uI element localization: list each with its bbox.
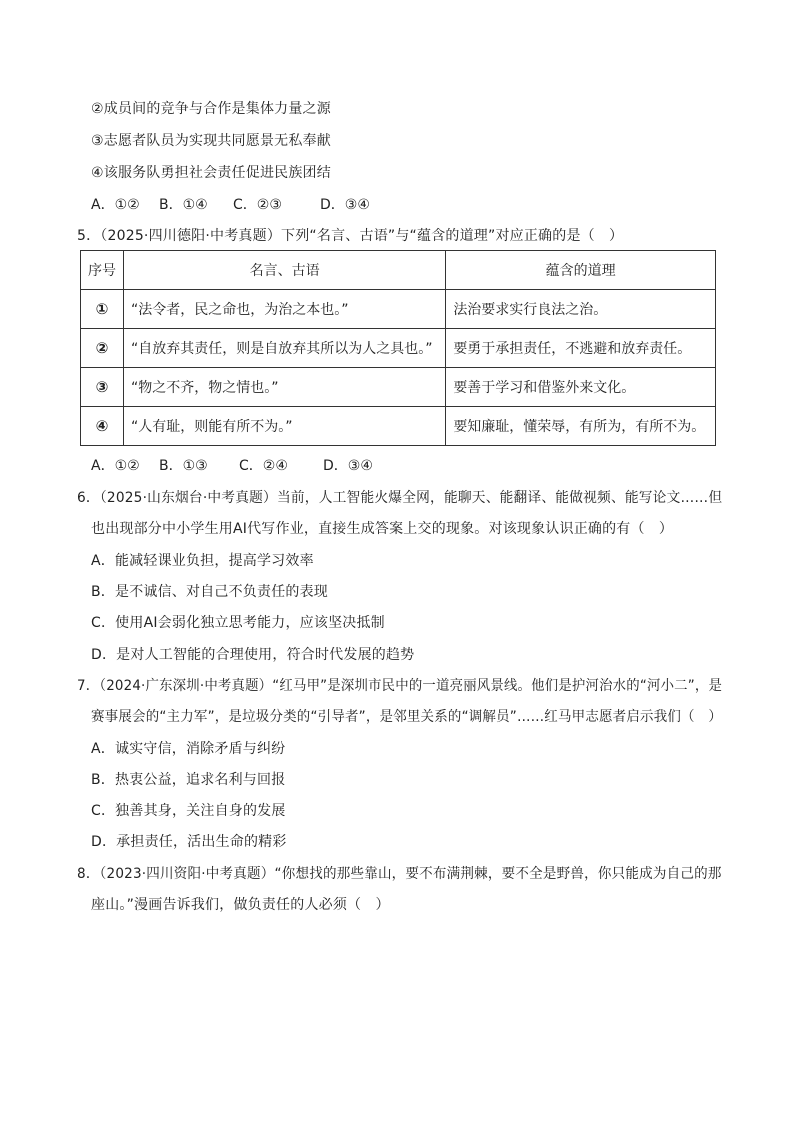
q7-stem-line2: 赛事展会的“主力军”，是垃圾分类的“引导者”，是邻里关系的“调解员”……红马甲志愿者启示我们（ ） — [91, 709, 723, 725]
meaning-cell: 要善于学习和借鉴外来文化。 — [446, 368, 716, 407]
quote-cell: “法令者，民之命也，为治之本也。” — [124, 290, 446, 329]
table-header: 序号 — [81, 251, 124, 290]
q6-option-d[interactable]: D．是对人工智能的合理使用，符合时代发展的趋势 — [91, 647, 415, 663]
q6-option-c[interactable]: C．使用AI会弱化独立思考能力，应该坚决抵制 — [91, 615, 385, 631]
q7-stem-line1: 7．（2024·广东深圳·中考真题）“红马甲”是深圳市民中的一道亮丽风景线。他们是护河治水的“河小二”，是 — [77, 678, 723, 694]
q5-option-c[interactable]: C．②④ — [239, 458, 288, 474]
row-number: ④ — [81, 407, 124, 446]
q5-stem: 5．（2025·四川德阳·中考真题）下列“名言、古语”与“蕴含的道理”对应正确的是（ ） — [77, 228, 624, 244]
statement-3: ③志愿者队员为实现共同愿景无私奉献 — [91, 133, 331, 149]
table-row — [81, 290, 716, 329]
statement-4: ④该服务队勇担社会责任促进民族团结 — [91, 165, 331, 181]
table-row — [81, 407, 716, 446]
quote-cell: “物之不齐，物之情也。” — [124, 368, 446, 407]
q4-option-d[interactable]: D．③④ — [320, 197, 370, 213]
table-row — [81, 368, 716, 407]
q6-option-b[interactable]: B．是不诚信、对自己不负责任的表现 — [91, 584, 329, 600]
table-row — [81, 329, 716, 368]
table-header: 蕴含的道理 — [446, 251, 716, 290]
q5-option-a[interactable]: A．①② — [91, 458, 140, 474]
q6-option-a[interactable]: A．能减轻课业负担，提高学习效率 — [91, 553, 314, 569]
q5-table — [80, 250, 716, 446]
q6-stem-line1: 6．（2025·山东烟台·中考真题）当前，人工智能火爆全网，能聊天、能翻译、能做视频、能写论文……但 — [77, 490, 723, 506]
quote-cell: “人有耻，则能有所不为。” — [124, 407, 446, 446]
q7-option-d[interactable]: D．承担责任，活出生命的精彩 — [91, 834, 287, 850]
table-header-row — [81, 251, 716, 290]
statement-2: ②成员间的竞争与合作是集体力量之源 — [91, 101, 331, 117]
q7-option-a[interactable]: A．诚实守信，消除矛盾与纠纷 — [91, 741, 286, 757]
row-number: ③ — [81, 368, 124, 407]
q4-option-c[interactable]: C．②③ — [233, 197, 282, 213]
meaning-cell: 要勇于承担责任，不逃避和放弃责任。 — [446, 329, 716, 368]
q7-option-c[interactable]: C．独善其身，关注自身的发展 — [91, 803, 286, 819]
q6-stem-line2: 也出现部分中小学生用AI代写作业，直接生成答案上交的现象。对该现象认识正确的有（ ） — [91, 521, 674, 537]
quote-cell: “自放弃其责任，则是自放弃其所以为人之具也。” — [124, 329, 446, 368]
row-number: ② — [81, 329, 124, 368]
meaning-cell: 要知廉耻，懂荣辱，有所为，有所不为。 — [446, 407, 716, 446]
meaning-cell: 法治要求实行良法之治。 — [446, 290, 716, 329]
q4-option-b[interactable]: B．①④ — [159, 197, 208, 213]
q8-stem-line2: 座山。”漫画告诉我们，做负责任的人必须（ ） — [91, 897, 390, 913]
q5-options — [91, 456, 373, 476]
table-header: 名言、古语 — [124, 251, 446, 290]
row-number: ① — [81, 290, 124, 329]
q7-option-b[interactable]: B．热衷公益，追求名利与回报 — [91, 772, 286, 788]
q5-option-d[interactable]: D．③④ — [323, 458, 373, 474]
q4-options — [91, 195, 370, 215]
q4-option-a[interactable]: A．①② — [91, 197, 140, 213]
q8-stem-line1: 8．（2023·四川资阳·中考真题）“你想找的那些靠山，要不布满荆棘，要不全是野兽，你只能成为自己的那 — [77, 866, 722, 882]
q5-option-b[interactable]: B．①③ — [159, 458, 208, 474]
